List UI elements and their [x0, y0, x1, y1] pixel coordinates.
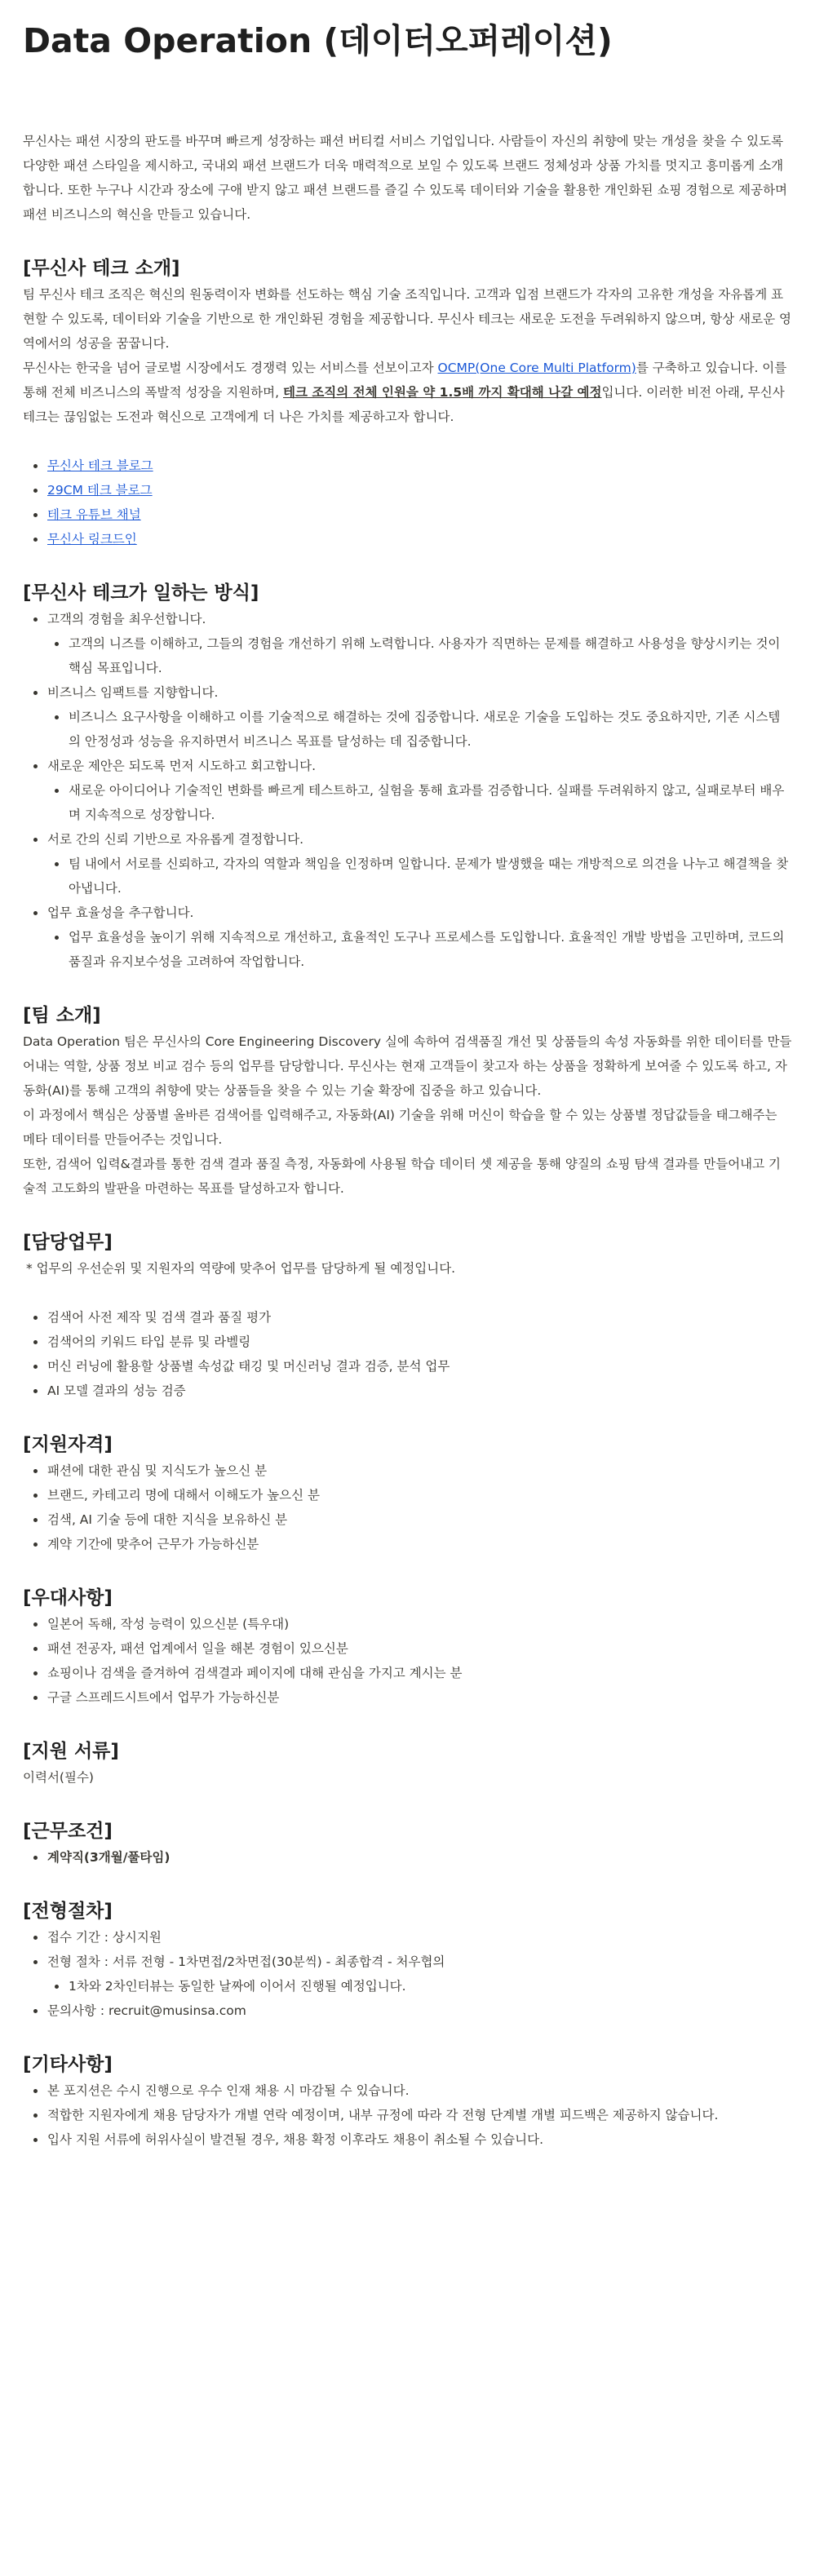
29cm-tech-blog-link[interactable]: 29CM 테크 블로그: [47, 483, 153, 498]
list-item: [47, 901, 792, 974]
list-item: AI 모델 결과의 성능 검증: [47, 1379, 792, 1403]
list-item: 검색, AI 기술 등에 대한 지식을 보유하신 분: [47, 1507, 792, 1532]
work-style-label: 고객의 경험을 최우선합니다.: [47, 612, 206, 626]
process-step-text: 전형 절차 : 서류 전형 - 1차면접/2차면접(30분씩) - 최종합격 - 처우협의: [47, 1954, 445, 1969]
list-item: 비즈니스 요구사항을 이해하고 이를 기술적으로 해결하는 것에 집중합니다. 새로운 기술을 도입하는 것도 중요하지만, 기존 시스템의 안정성과 성능을 유지하면서 비즈니스 목표를 달성하는 데 집중합니다.: [69, 705, 792, 754]
process-list: [23, 1925, 792, 2023]
section-heading-conditions: [근무조건]: [23, 1821, 113, 1842]
tech-links-list: [23, 454, 792, 551]
section-heading-etc: [기타사항]: [23, 2054, 113, 2075]
team-paragraph-3: 또한, 검색어 입력&결과를 통한 검색 결과 품질 측정, 자동화에 사용될 학습 데이터 셋 제공을 통해 양질의 쇼핑 탐색 결과를 만들어내고 기술적 고도화의 발판을 마련하는 목표를 달성하고자 합니다.: [23, 1157, 782, 1196]
section-heading-team: [팀 소개]: [23, 1005, 101, 1026]
musinsa-linkedin-link[interactable]: 무신사 링크드인: [47, 532, 137, 547]
section-heading-documents: [지원 서류]: [23, 1741, 119, 1762]
work-style-label: 서로 간의 신뢰 기반으로 자유롭게 결정합니다.: [47, 832, 304, 847]
section-heading-process: [전형절차]: [23, 1901, 113, 1922]
list-item: 입사 지원 서류에 허위사실이 발견될 경우, 채용 확정 이후라도 채용이 취소될 수 있습니다.: [47, 2127, 792, 2152]
list-item: 브랜드, 카테고리 명에 대해서 이해도가 높으신 분: [47, 1483, 792, 1507]
tech-intro-paragraph-2: [23, 356, 792, 429]
list-item: 패션에 대한 관심 및 지식도가 높으신 분: [47, 1458, 792, 1483]
team-paragraph-2: 이 과정에서 핵심은 상품별 올바른 검색어를 입력해주고, 자동화(AI) 기술을 위해 머신이 학습을 할 수 있는 상품별 정답값들을 태그해주는 메타 데이터를 만들어주는 것입니다.: [23, 1108, 777, 1147]
section-heading-duties: [담당업무]: [23, 1232, 113, 1253]
team-paragraph-1: Data Operation 팀은 무신사의 Core Engineering Discovery 실에 속하여 검색품질 개선 및 상품들의 속성 자동화를 위한 데이터를 만들어내는 역할, 상품 정보 비교 검수 등의 업무를 담당합니다. 무신사는 현재 고객들이 찾고자 하는 상품을 정확하게 보여줄 수 있도록 하고, 자동화(AI)를 통해 고객의 취향에 맞는 상품들을 찾을 수 있는 기술 확장에 집중을 하고 있습니다.: [23, 1034, 792, 1098]
qualifications-list: [23, 1458, 792, 1556]
bold-highlight: 테크 조직의 전체 인원을 약 1.5배 까지 확대해 나갈 예정: [282, 385, 602, 400]
section-heading-tech-intro: [무신사 테크 소개]: [23, 258, 180, 279]
intro-paragraph: 무신사는 패션 시장의 판도를 바꾸며 빠르게 성장하는 패션 버티컬 서비스 기업입니다. 사람들이 자신의 취향에 맞는 개성을 찾을 수 있도록 다양한 패션 스타일을 제시하고, 국내외 패션 브랜드가 더욱 매력적으로 보일 수 있도록 브랜드 정체성과 상품 가치를 멋지고 흥미롭게 소개합니다. 또한 누구나 시간과 장소에 구애 받지 않고 패션 브랜드를 즐길 수 있도록 데이터와 기술을 활용한 개인화된 쇼핑 경험으로 제공하며 패션 비즈니스의 혁신을 만들고 있습니다.: [23, 134, 788, 222]
list-item: 적합한 지원자에게 채용 담당자가 개별 연락 예정이며, 내부 규정에 따라 각 전형 단계별 개별 피드백은 제공하지 않습니다.: [47, 2103, 792, 2127]
page-title: Data Operation (데이터오퍼레이션): [23, 21, 613, 60]
list-item: 고객의 니즈를 이해하고, 그들의 경험을 개선하기 위해 노력합니다. 사용자가 직면하는 문제를 해결하고 사용성을 향상시키는 것이 핵심 목표입니다.: [69, 631, 792, 680]
list-item: 구글 스프레드시트에서 업무가 가능하신분: [47, 1685, 792, 1710]
list-item: [47, 754, 792, 827]
list-item: 접수 기간 : 상시지원: [47, 1925, 792, 1950]
list-item: 팀 내에서 서로를 신뢰하고, 각자의 역할과 책임을 인정하며 일합니다. 문제가 발생했을 때는 개방적으로 의견을 나누고 해결책을 찾아냅니다.: [69, 852, 792, 901]
work-style-label: 비즈니스 임팩트를 지향합니다.: [47, 685, 219, 700]
list-item: 검색어의 키워드 타입 분류 및 라벨링: [47, 1330, 792, 1354]
list-item: [47, 454, 792, 478]
list-item: 본 포지션은 수시 진행으로 우수 인재 채용 시 마감될 수 있습니다.: [47, 2078, 792, 2103]
list-item: [47, 680, 792, 754]
list-item: 일본어 독해, 작성 능력이 있으신분 (특우대): [47, 1612, 792, 1636]
list-item: [47, 478, 792, 502]
work-style-label: 새로운 제안은 되도록 먼저 시도하고 회고합니다.: [47, 759, 317, 773]
text-span: 를 구축하고 있습니다. 이를 통해 전체 비즈니스의 폭발적 성장을 지원하며,: [23, 361, 787, 400]
documents-text: 이력서(필수): [23, 1770, 94, 1785]
musinsa-tech-blog-link[interactable]: 무신사 테크 블로그: [47, 458, 153, 473]
etc-list: [23, 2078, 792, 2152]
work-style-label: 업무 효율성을 추구합니다.: [47, 905, 194, 920]
duties-list: [23, 1305, 792, 1403]
duties-note: * 업무의 우선순위 및 지원자의 역량에 맞추어 업무를 담당하게 될 예정입니다.: [26, 1261, 456, 1276]
list-item: 업무 효율성을 높이기 위해 지속적으로 개선하고, 효율적인 도구나 프로세스를 도입합니다. 효율적인 개발 방법을 고민하며, 코드의 품질과 유지보수성을 고려하여 작업합니다.: [69, 925, 792, 974]
section-heading-preferred: [우대사항]: [23, 1587, 113, 1609]
work-style-list: [23, 607, 792, 974]
list-item: [47, 527, 792, 551]
list-item: [47, 502, 792, 527]
list-item: 검색어 사전 제작 및 검색 결과 품질 평가: [47, 1305, 792, 1330]
list-item: 문의사항 : recruit@musinsa.com: [47, 1998, 792, 2023]
list-item: [47, 1950, 792, 1998]
section-heading-qualifications: [지원자격]: [23, 1434, 113, 1455]
list-item: 계약직(3개월/풀타임): [47, 1845, 792, 1870]
list-item: 1차와 2차인터뷰는 동일한 날짜에 이어서 진행될 예정입니다.: [69, 1974, 792, 1998]
preferred-list: [23, 1612, 792, 1710]
list-item: 계약 기간에 맞추어 근무가 가능하신분: [47, 1532, 792, 1556]
list-item: 패션 전공자, 패션 업계에서 일을 해본 경험이 있으신분: [47, 1636, 792, 1661]
tech-youtube-link[interactable]: 테크 유튜브 채널: [47, 507, 141, 522]
tech-intro-paragraph-1: 팀 무신사 테크 조직은 혁신의 원동력이자 변화를 선도하는 핵심 기술 조직입니다. 고객과 입점 브랜드가 각자의 고유한 개성을 자유롭게 표현할 수 있도록, 데이터와 기술을 기반으로 한 개인화된 경험을 제공합니다. 무신사 테크는 새로운 도전을 두려워하지 않으며, 항상 새로운 영역에서의 성공을 꿈꿉니다.: [23, 287, 791, 351]
ocmp-link[interactable]: OCMP(One Core Multi Platform): [437, 361, 636, 375]
list-item: [47, 827, 792, 901]
text-span: 입니다. 이러한 비전 아래, 무신사 테크는 끊임없는 도전과 혁신으로 고객에게 더 나은 가치를 제공하고자 합니다.: [23, 385, 785, 424]
section-heading-work-style: [무신사 테크가 일하는 방식]: [23, 582, 259, 604]
list-item: 쇼핑이나 검색을 즐겨하여 검색결과 페이지에 대해 관심을 가지고 계시는 분: [47, 1661, 792, 1685]
conditions-list: [23, 1845, 792, 1870]
list-item: 새로운 아이디어나 기술적인 변화를 빠르게 테스트하고, 실험을 통해 효과를 검증합니다. 실패를 두려워하지 않고, 실패로부터 배우며 지속적으로 성장합니다.: [69, 778, 792, 827]
text-span: 무신사는 한국을 넘어 글로벌 시장에서도 경쟁력 있는 서비스를 선보이고자: [23, 361, 438, 375]
list-item: 머신 러닝에 활용할 상품별 속성값 태깅 및 머신러닝 결과 검증, 분석 업무: [47, 1354, 792, 1379]
list-item: [47, 607, 792, 680]
